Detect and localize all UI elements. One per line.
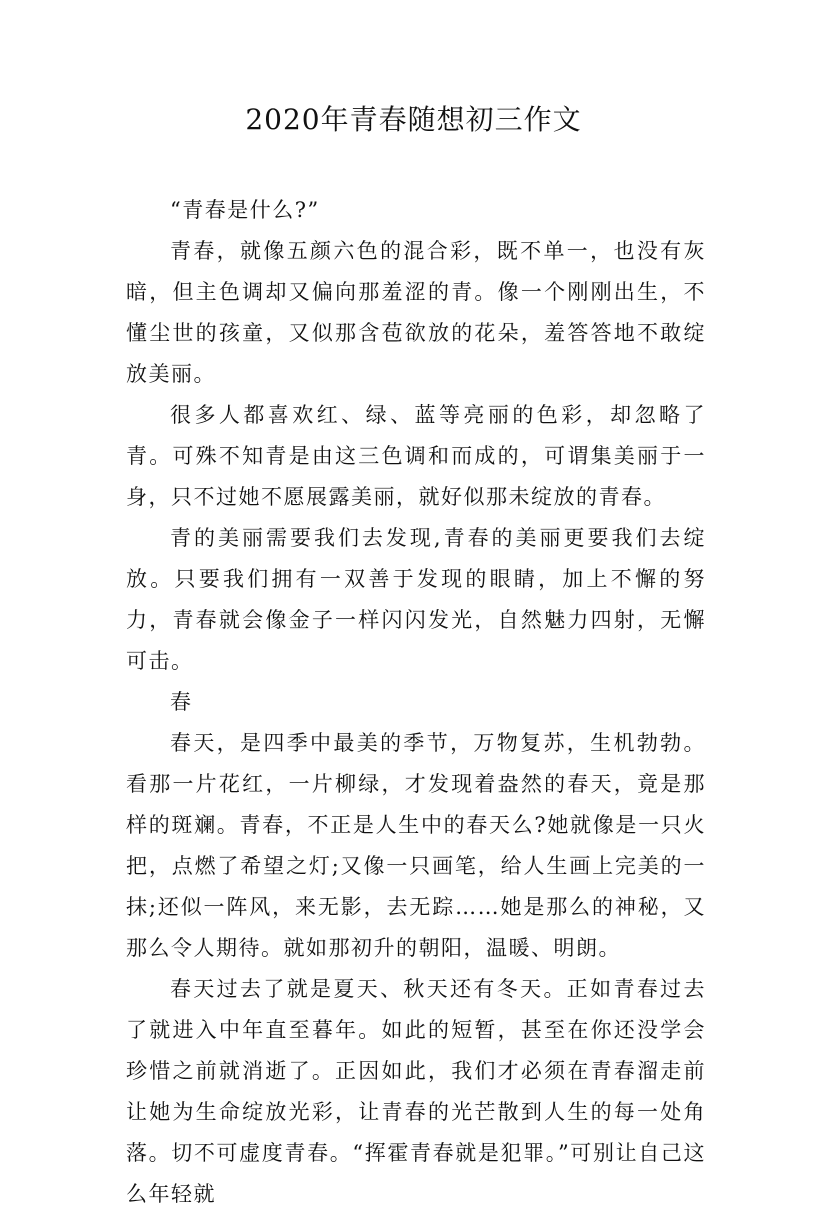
paragraph-question: “青春是什么?” [170, 198, 320, 222]
paragraph-seasons: 春天过去了就是夏天、秋天还有冬天。正如青春过去了就进入中年直至暮年。如此的短暂，甚至在你还没学会珍惜之前就消逝了。正因如此，我们才必须在青春溜走前让她为生命绽放光彩，让青春的光芒散到人生的每一处角落。切不可虚度青春。“挥霍青春就是犯罪。”可别让自己这么年轻就 [126, 977, 706, 1206]
paragraph-discover: 青的美丽需要我们去发现,青春的美丽更要我们去绽放。只要我们拥有一双善于发现的眼睛，加上不懈的努力，青春就会像金子一样闪闪发光，自然魅力四射，无懈可击。 [126, 526, 706, 673]
document-title: 2020年青春随想初三作文 [245, 103, 582, 136]
paragraph-colors: 青春，就像五颜六色的混合彩，既不单一，也没有灰暗，但主色调却又偏向那羞涩的青。像一个刚刚出生，不懂尘世的孩童，又似那含苞欲放的花朵，羞答答地不敢绽放美丽。 [126, 239, 706, 386]
section-heading-spring: 春 [170, 690, 193, 714]
document-body [126, 190, 706, 1215]
paragraph-spring: 春天，是四季中最美的季节，万物复苏，生机勃勃。看那一片花红，一片柳绿，才发现着盎然的春天，竟是那样的斑斓。青春，不正是人生中的春天么?她就像是一只火把，点燃了希望之灯;又像一只画笔，给人生画上完美的一抹;还似一阵风，来无影，去无踪……她是那么的神秘，又那么令人期待。就如那初升的朝阳，温暖、明朗。 [126, 731, 706, 960]
paragraph-green: 很多人都喜欢红、绿、蓝等亮丽的色彩，却忽略了青。可殊不知青是由这三色调和而成的，可谓集美丽于一身，只不过她不愿展露美丽，就好似那未绽放的青春。 [126, 403, 706, 509]
